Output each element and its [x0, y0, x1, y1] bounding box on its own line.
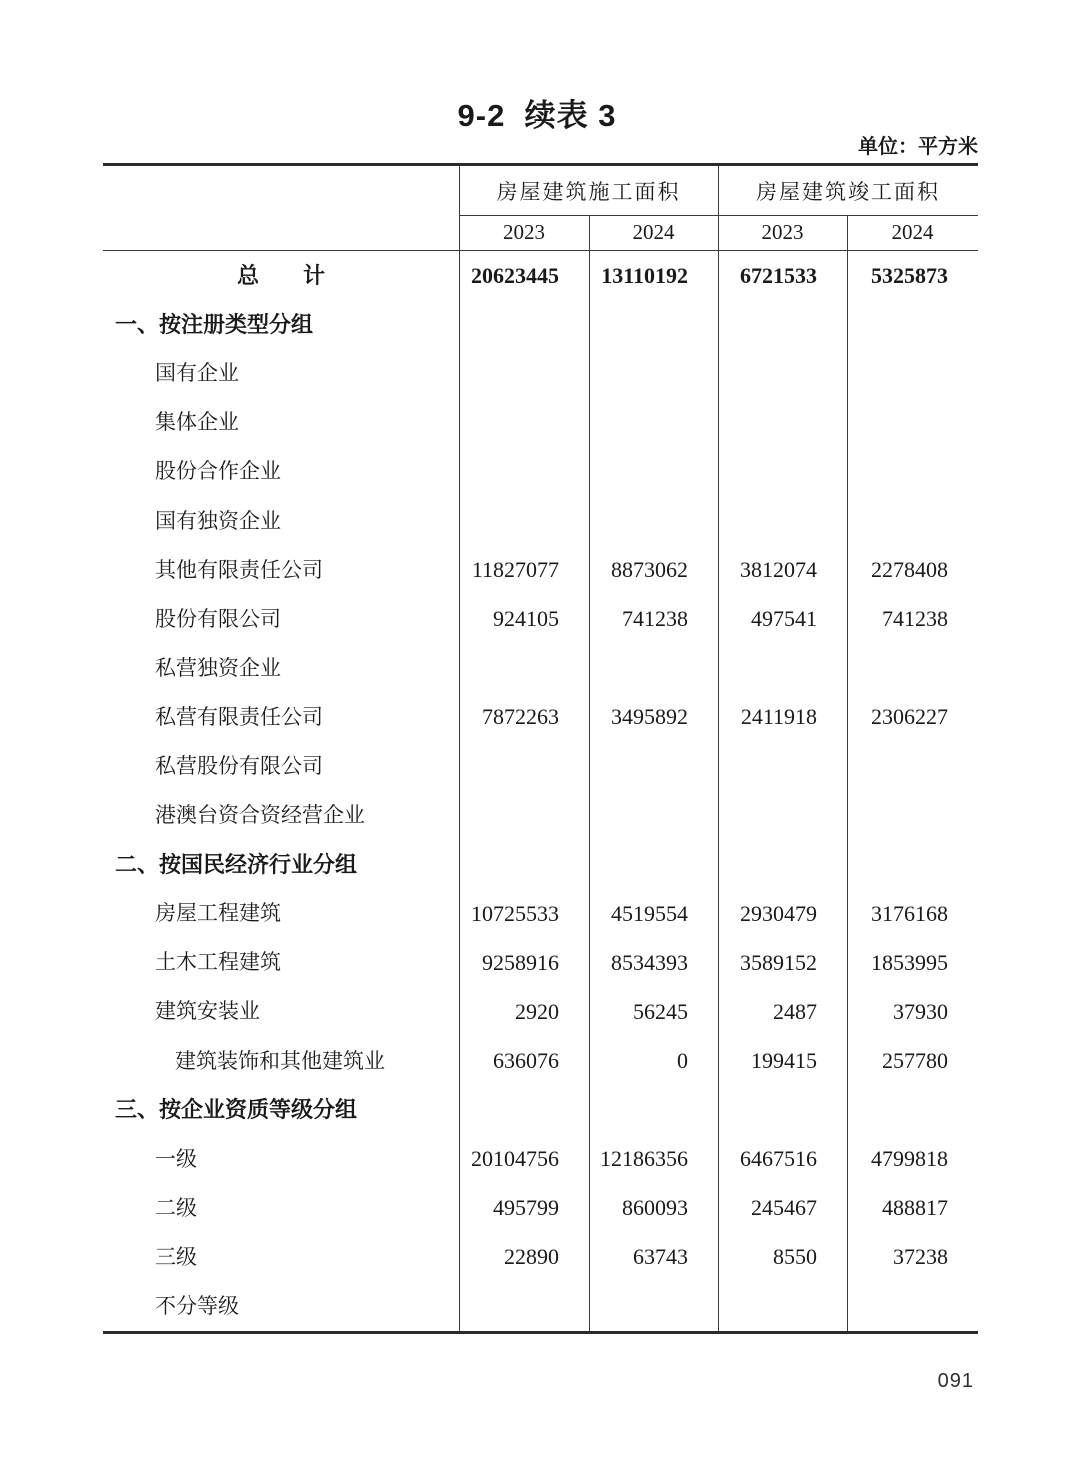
header-year-construction-2023: 2023	[503, 220, 545, 244]
table-header-groups	[103, 166, 978, 215]
cell-value: 2930479	[740, 900, 817, 926]
unit-label: 单位：平方米	[858, 136, 978, 158]
cell-value: 9258916	[482, 949, 559, 975]
statistics-table	[103, 163, 978, 1334]
cell-value: 6467516	[740, 1146, 817, 1172]
row-label: 国有独资企业	[155, 508, 281, 533]
cell-value: 10725533	[471, 900, 559, 926]
cell-value: 8534393	[611, 949, 688, 975]
cell-value: 497541	[751, 606, 817, 632]
page-title: 9-2 续表 3	[457, 98, 617, 133]
cell-value: 741238	[622, 606, 688, 632]
cell-value: 924105	[493, 606, 559, 632]
cell-value: 4519554	[611, 900, 688, 926]
cell-value: 22890	[504, 1244, 559, 1270]
row-label: 股份有限公司	[155, 606, 281, 631]
cell-value: 6721533	[740, 262, 817, 288]
column-group-completed-area: 房屋建筑竣工面积	[756, 179, 940, 204]
row-label: 三级	[155, 1244, 197, 1269]
row-label: 集体企业	[155, 410, 239, 435]
cell-value: 3812074	[740, 557, 817, 583]
row-label: 不分等级	[155, 1294, 239, 1319]
cell-value: 37930	[893, 998, 948, 1024]
header-year-completed-2024: 2024	[891, 220, 934, 244]
row-label: 港澳台资合资经营企业	[155, 803, 365, 828]
row-label: 私营股份有限公司	[155, 753, 323, 778]
cell-value: 245467	[751, 1195, 817, 1221]
cell-value: 5325873	[871, 262, 948, 288]
cell-value: 257780	[882, 1048, 948, 1074]
row-label: 国有企业	[155, 361, 239, 386]
cell-value: 2920	[515, 998, 559, 1024]
cell-value: 11827077	[471, 557, 559, 583]
cell-value: 2487	[773, 998, 817, 1024]
row-label: 一、按注册类型分组	[115, 311, 314, 337]
header-year-construction-2024: 2024	[632, 220, 675, 244]
header-stub	[103, 166, 459, 215]
row-label: 一级	[155, 1146, 197, 1171]
cell-value: 3495892	[611, 704, 688, 730]
vertical-rule	[718, 166, 719, 1331]
cell-value: 20104756	[471, 1146, 559, 1172]
cell-value: 488817	[882, 1195, 948, 1221]
cell-value: 3176168	[871, 900, 948, 926]
cell-value: 37238	[893, 1244, 948, 1270]
cell-value: 495799	[493, 1195, 559, 1221]
cell-value: 636076	[493, 1048, 559, 1074]
vertical-rule	[589, 215, 590, 1331]
row-label: 其他有限责任公司	[155, 557, 323, 582]
cell-value: 7872263	[482, 704, 559, 730]
row-label: 房屋工程建筑	[155, 901, 281, 926]
cell-value: 8550	[773, 1244, 817, 1270]
cell-value: 12186356	[600, 1146, 688, 1172]
row-label: 建筑安装业	[155, 999, 260, 1024]
cell-value: 2306227	[871, 704, 948, 730]
cell-value: 63743	[633, 1244, 688, 1270]
column-group-construction-area: 房屋建筑施工面积	[496, 179, 681, 204]
cell-value: 3589152	[740, 949, 817, 975]
row-label: 二级	[155, 1195, 197, 1220]
row-label: 土木工程建筑	[155, 950, 281, 975]
row-label: 私营独资企业	[155, 655, 281, 680]
vertical-rule	[459, 166, 460, 1331]
cell-value: 1853995	[871, 949, 948, 975]
cell-value: 56245	[633, 998, 688, 1024]
vertical-rule	[847, 215, 848, 1331]
cell-value: 13110192	[601, 262, 688, 288]
cell-value: 20623445	[471, 262, 559, 288]
cell-value: 860093	[622, 1195, 688, 1221]
cell-value: 8873062	[611, 557, 688, 583]
row-label: 股份合作企业	[155, 459, 281, 484]
row-label: 总 计	[236, 262, 325, 288]
cell-value: 2278408	[871, 557, 948, 583]
row-label: 建筑装饰和其他建筑业	[175, 1048, 385, 1073]
cell-value: 4799818	[871, 1146, 948, 1172]
header-year-completed-2023: 2023	[761, 220, 804, 244]
horizontal-rule	[459, 215, 978, 216]
cell-value: 741238	[882, 606, 948, 632]
cell-value: 199415	[751, 1048, 817, 1074]
row-label: 二、按国民经济行业分组	[115, 851, 358, 877]
cell-value: 2411918	[740, 704, 817, 730]
row-label: 私营有限责任公司	[155, 704, 323, 729]
header-stub	[103, 215, 459, 250]
row-label: 三、按企业资质等级分组	[115, 1097, 358, 1123]
horizontal-rule	[103, 250, 978, 251]
page-number: 091	[937, 1370, 974, 1392]
cell-value: 0	[677, 1048, 688, 1074]
